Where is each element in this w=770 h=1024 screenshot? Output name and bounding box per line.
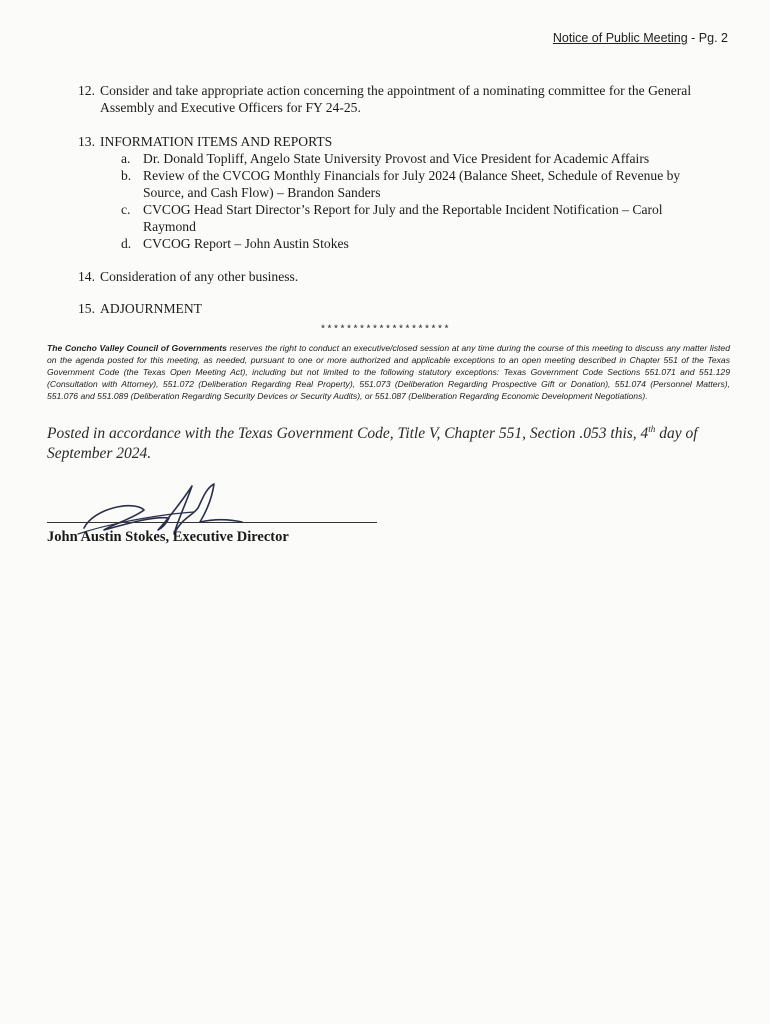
subitem-letter: d. xyxy=(121,236,132,251)
signatory-name: John Austin Stokes, Executive Director xyxy=(47,529,289,545)
signature-line xyxy=(47,522,377,523)
posted-text-end: day of September 2024. xyxy=(47,425,698,463)
item-number: 14. xyxy=(78,269,95,284)
item-text: INFORMATION ITEMS AND REPORTS xyxy=(100,134,333,149)
subitem-text: CVCOG Report – John Austin Stokes xyxy=(143,236,349,251)
item-text: Consideration of any other business. xyxy=(100,269,299,284)
page-header xyxy=(553,31,728,45)
posting-statement xyxy=(47,419,707,464)
agenda-item-12 xyxy=(78,82,718,116)
disclaimer-body: reserves the right to conduct an executive/closed session at any time during the course of this meeting to discuss any matter listed on the agenda posted for this meeting, as needed, pursuant to one or more authorized and applicable exceptions to an open meeting described in Chapter 551 of the Texas Government Code (the Texas Open Meeting Act), including but not limited to the following statutory exceptions: Texas Government Code Sections 551.071 and 551.129 (Consultation with Attorney), 551.072 (Deliberation Regarding Real Property), 551.073 (Deliberation Regarding Prospective Gift or Donation), 551.074 (Personnel Matters), 551.076 and 551.089 (Deliberation Regarding Security Devices or Security Audits), or 551.087 (Deliberation Regarding Economic Development Negotiations). xyxy=(47,343,730,401)
item-text: ADJOURNMENT xyxy=(100,301,202,316)
subitem-letter: c. xyxy=(121,202,131,217)
agenda-item-15 xyxy=(78,300,718,317)
subitem-letter: b. xyxy=(121,168,132,183)
subitem-text: Review of the CVCOG Monthly Financials for July 2024 (Balance Sheet, Schedule of Revenue by Source, and Cash Flow) – Brandon Sanders xyxy=(143,168,681,200)
agenda-item-13 xyxy=(78,133,718,150)
subitem-text: Dr. Donald Topliff, Angelo State University Provost and Vice President for Academic Affairs xyxy=(143,151,650,166)
agenda-subitem-d xyxy=(121,235,711,252)
agenda-subitem-b xyxy=(121,167,711,201)
agenda-item-14 xyxy=(78,268,718,285)
header-page-number: - Pg. 2 xyxy=(687,31,728,45)
posted-ordinal: th xyxy=(648,424,656,434)
header-title: Notice of Public Meeting xyxy=(552,31,688,45)
item-number: 13. xyxy=(78,134,95,149)
item-text: Consider and take appropriate action concerning the appointment of a nominating committee for the General Assembly and Executive Officers for FY 24-25. xyxy=(100,83,692,115)
item-number: 12. xyxy=(78,83,95,98)
posted-text: Posted in accordance with the Texas Government Code, Title V, Chapter 551, Section .053 this, 4 xyxy=(47,425,649,443)
agenda-subitem-a xyxy=(121,150,711,167)
subitem-text: CVCOG Head Start Director’s Report for July and the Reportable Incident Notification – Carol Raymond xyxy=(143,202,663,234)
agenda-subitem-c xyxy=(121,201,711,235)
subitem-letter: a. xyxy=(121,151,131,166)
disclaimer-org: The Concho Valley Council of Governments xyxy=(47,343,227,353)
separator: ******************** xyxy=(319,325,451,336)
executive-session-disclaimer xyxy=(47,342,730,402)
item-number: 15. xyxy=(78,301,95,316)
